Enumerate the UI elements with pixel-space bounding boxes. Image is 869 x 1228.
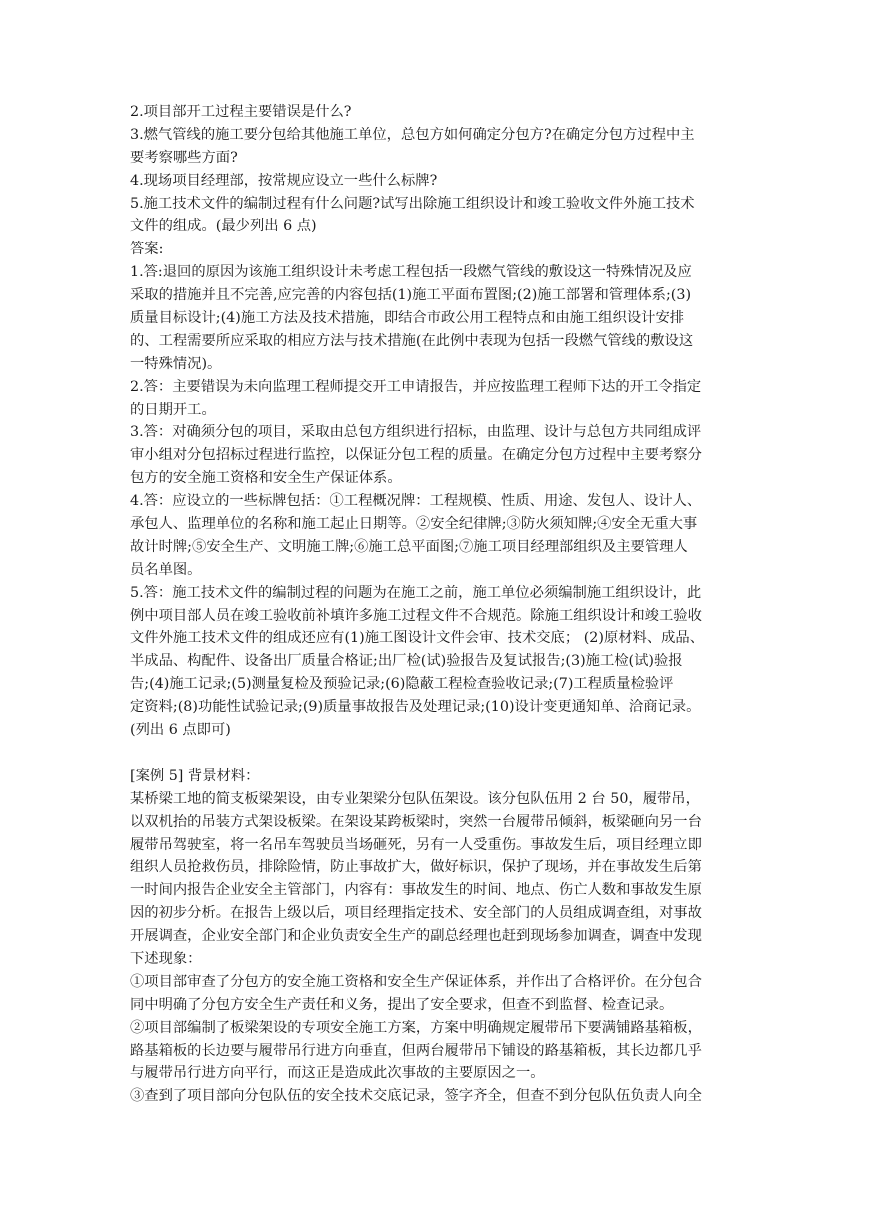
text-line: 同中明确了分包方安全生产责任和义务，提出了安全要求，但查不到监督、检查记录。 [130, 996, 674, 1013]
text-line: 文件的组成。(最少列出 6 点) [130, 218, 317, 235]
text-line: (列出 6 点即可) [130, 722, 231, 739]
text-line: 2.项目部开工过程主要错误是什么? [130, 104, 352, 120]
text-line: 路基箱板的长边要与履带吊行进方向垂直，但两台履带吊下铺设的路基箱板，其长边都几乎 [130, 1042, 702, 1059]
text-line: ③查到了项目部向分包队伍的安全技术交底记录，签字齐全，但查不到分包队伍负责人向全 [130, 1088, 702, 1105]
text-line: 3.燃气管线的施工要分包给其他施工单位，总包方如何确定分包方?在确定分包方过程中主 [130, 126, 695, 143]
text-line: 例中项目部人员在竣工验收前补填许多施工过程文件不合规范。除施工组织设计和竣工验收 [130, 607, 702, 624]
text-line: 员名单图。 [130, 561, 202, 578]
text-line: 告;(4)施工记录;(5)测量复检及预验记录;(6)隐蔽工程检查验收记录;(7)工程质量检验评 [130, 676, 674, 693]
text-line: 以双机抬的吊装方式架设板梁。在架设某跨板梁时，突然一台履带吊倾斜，板梁砸向另一台 [130, 813, 702, 830]
text-line: 半成品、构配件、设备出厂质量合格证;出厂检(试)验报告及复试报告;(3)施工检(试)验报 [130, 653, 683, 670]
text-line: 一时间内报告企业安全主管部门，内容有：事故发生的时间、地点、伤亡人数和事故发生原 [130, 882, 702, 899]
text-line: [案例 5] 背景材料： [130, 767, 260, 784]
text-line: 文件外施工技术文件的组成还应有(1)施工图设计文件会审、技术交底； (2)原材料、成品、 [130, 630, 705, 647]
text-line: 3.答：对确须分包的项目，采取由总包方组织进行招标，由监理、设计与总包方共同组成评 [130, 424, 702, 441]
text-line: 的、工程需要所应采取的相应方法与技术措施(在此例中表现为包括一段燃气管线的敷设这 [130, 332, 694, 349]
text-line: 4.现场项目经理部，按常规应设立一些什么标牌? [130, 172, 438, 189]
text-line: 下述现象： [130, 950, 202, 967]
blank-line [130, 742, 742, 765]
text-line: 答案: [130, 241, 164, 258]
text-line: 4.答：应设立的一些标牌包括：①工程概况牌：工程规模、性质、用途、发包人、设计人、 [130, 493, 702, 510]
text-line: 1.答:退回的原因为该施工组织设计未考虑工程包括一段燃气管线的敷设这一特殊情况及应 [130, 264, 692, 281]
text-line: 包方的安全施工资格和安全生产保证体系。 [130, 470, 402, 487]
text-line: 审小组对分包招标过程进行监控，以保证分包工程的质量。在确定分包方过程中主要考察分 [130, 447, 702, 464]
text-line: 故计时牌;⑤安全生产、文明施工牌;⑥施工总平面图;⑦施工项目经理部组织及主要管理人 [130, 538, 688, 555]
text-line: 2.答：主要错误为未向监理工程师提交开工申请报告，并应按监理工程师下达的开工令指定 [130, 378, 702, 395]
document-body [130, 101, 742, 1108]
text-line: 履带吊驾驶室，将一名吊车驾驶员当场砸死，另有一人受重伤。事故发生后，项目经理立即 [130, 836, 702, 853]
text-line: 一特殊情况)。 [130, 355, 222, 372]
text-line: 因的初步分析。在报告上级以后，项目经理指定技术、安全部门的人员组成调查组，对事故 [130, 905, 702, 922]
text-line: 与履带吊行进方向平行，而这正是造成此次事故的主要原因之一。 [130, 1065, 545, 1082]
text-line: 开展调查，企业安全部门和企业负责安全生产的副总经理也赶到现场参加调查，调查中发现 [130, 928, 702, 945]
text-line: 5.答：施工技术文件的编制过程的问题为在施工之前，施工单位必须编制施工组织设计，此 [130, 584, 702, 601]
text-line: 5.施工技术文件的编制过程有什么问题?试写出除施工组织设计和竣工验收文件外施工技术 [130, 195, 695, 212]
text-line: 要考察哪些方面? [130, 149, 238, 166]
text-line: 某桥梁工地的简支板梁架设，由专业架梁分包队伍架设。该分包队伍用 2 台 50，履带吊， [130, 790, 700, 807]
text-line: 质量目标设计;(4)施工方法及技术措施，即结合市政公用工程特点和由施工组织设计安排 [130, 310, 685, 327]
text-line: 组织人员抢救伤员，排除险情，防止事故扩大，做好标识，保护了现场，并在事故发生后第 [130, 859, 702, 876]
text-line: ②项目部编制了板梁架设的专项安全施工方案，方案中明确规定履带吊下要满铺路基箱板， [130, 1019, 702, 1036]
text-line: 定资料;(8)功能性试验记录;(9)质量事故报告及处理记录;(10)设计变更通知单、洽商记录。 [130, 699, 701, 716]
text-line: 的日期开工。 [130, 401, 216, 418]
text-line: ①项目部审查了分包方的安全施工资格和安全生产保证体系，并作出了合格评价。在分包合 [130, 973, 702, 990]
text-line: 采取的措施并且不完善,应完善的内容包括(1)施工平面布置图;(2)施工部署和管理体系;(3) [130, 287, 692, 304]
text-line: 承包人、监理单位的名称和施工起止日期等。②安全纪律牌;③防火须知牌;④安全无重大事 [130, 516, 698, 533]
